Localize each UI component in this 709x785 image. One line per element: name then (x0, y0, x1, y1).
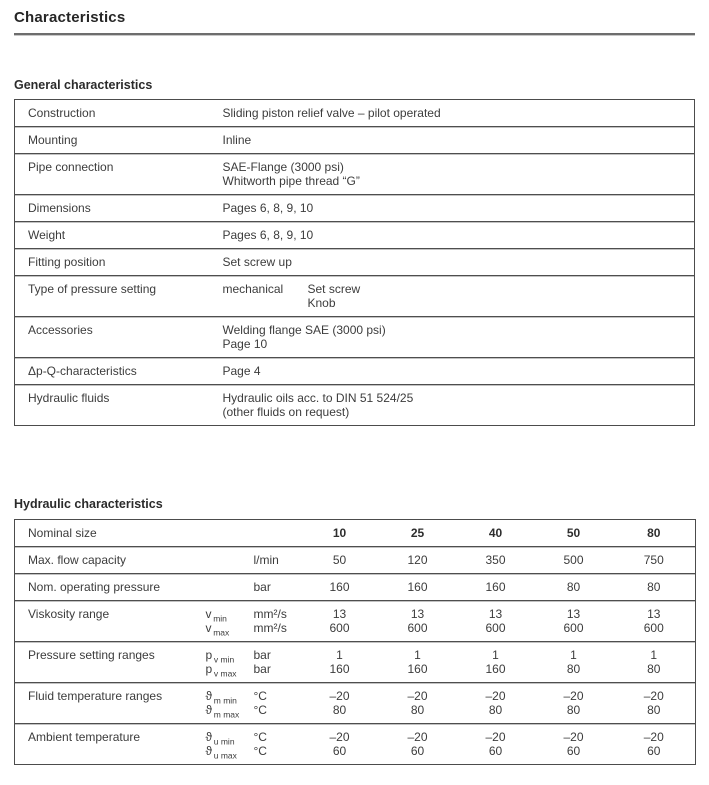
general-characteristics-heading: General characteristics (14, 78, 153, 92)
symbol-subscript: v min (212, 654, 235, 665)
value-cell (535, 724, 613, 765)
table-row (15, 276, 695, 317)
symbol-line: ϑ $_{m max}$ (205, 703, 240, 720)
value-cell (301, 574, 379, 601)
unit-line: °C (253, 730, 267, 744)
value-line: 600 (407, 621, 428, 635)
value-line: SAE-Flange (3000 psi) (222, 160, 344, 174)
table-row (15, 127, 695, 154)
unit-cell (254, 683, 301, 724)
value-cell (613, 574, 696, 601)
value-line: 160 (485, 580, 506, 594)
value-line: –20 (563, 689, 584, 703)
hydraulic-characteristics-heading: Hydraulic characteristics (14, 497, 163, 511)
row-label: Viskosity range (15, 601, 206, 642)
value-line: 80 (566, 703, 581, 717)
symbol-cell (206, 574, 254, 601)
value-line: 80 (410, 703, 425, 717)
unit-cell (254, 547, 301, 574)
value-line: 80 (647, 580, 661, 594)
split-value (223, 282, 687, 310)
symbol-cell (206, 601, 254, 642)
value-cell (379, 642, 457, 683)
value-line: 80 (566, 662, 581, 676)
value-cell (379, 724, 457, 765)
unit-line: l/min (253, 553, 279, 567)
value-cell (613, 683, 696, 724)
row-label: Fitting position (15, 249, 223, 276)
symbol-cell (206, 724, 254, 765)
row-value (223, 195, 695, 222)
value-cell (457, 642, 535, 683)
symbol-line: v $_{max}$ (205, 621, 230, 638)
value-cell (613, 642, 696, 683)
value-line: 13 (332, 607, 347, 621)
unit-line: bar (253, 648, 271, 662)
value-line: 1 (336, 648, 343, 662)
row-value (223, 317, 695, 358)
general-table-body (15, 100, 695, 426)
value-cell (379, 683, 457, 724)
value-line: 160 (485, 662, 506, 676)
value-line: 600 (563, 621, 584, 635)
symbol-subscript: u min (212, 736, 235, 747)
symbol-cell (206, 642, 254, 683)
value-line: 500 (563, 553, 584, 567)
value-cell (379, 547, 457, 574)
unit-cell (254, 642, 301, 683)
header-unit-spacer (254, 520, 301, 547)
symbol-subscript: u max (212, 750, 237, 761)
table-row (15, 358, 695, 385)
unit-cell (254, 724, 301, 765)
value-line: Page 4 (222, 364, 261, 378)
page-title: Characteristics (14, 9, 695, 35)
value-line: 13 (647, 607, 661, 621)
symbol-subscript: m min (212, 695, 237, 706)
nominal-size-value: 10 (332, 526, 347, 540)
value-line: Sliding piston relief valve – pilot operated (222, 106, 441, 120)
value-line: Whitworth pipe thread “G” (222, 174, 360, 188)
row-value (223, 100, 695, 127)
value-cell (613, 547, 696, 574)
row-value (223, 127, 695, 154)
value-line: 80 (647, 703, 661, 717)
value-line: Welding flange SAE (3000 psi) (222, 323, 386, 337)
symbol-subscript: max (211, 627, 230, 638)
table-row (15, 724, 696, 765)
unit-line: °C (253, 744, 267, 758)
value-cell (301, 683, 379, 724)
row-label: Dimensions (15, 195, 223, 222)
symbol-line: p $_{v max}$ (205, 662, 237, 679)
unit-cell (254, 574, 301, 601)
value-cell (301, 724, 379, 765)
symbol-cell (206, 547, 254, 574)
value-cell (613, 724, 696, 765)
value-cell (301, 642, 379, 683)
value-line: –20 (643, 730, 664, 744)
value-line: 600 (485, 621, 506, 635)
nominal-size-value: 25 (410, 526, 425, 540)
value-line: 80 (566, 580, 581, 594)
table-row (15, 154, 695, 195)
value-line: 50 (332, 553, 347, 567)
symbol-line: v $_{min}$ (205, 607, 227, 624)
symbol-cell (206, 683, 254, 724)
row-label: Ambient temperature (15, 724, 206, 765)
row-label: Pipe connection (15, 154, 223, 195)
split-value-left: mechanical (222, 282, 284, 296)
value-line: Set screw (307, 282, 361, 296)
value-line: Pages 6, 8, 9, 10 (222, 201, 314, 215)
value-line: 160 (329, 580, 350, 594)
value-line: 13 (488, 607, 503, 621)
split-value-right (308, 282, 361, 310)
value-line: Set screw up (222, 255, 292, 269)
value-cell (535, 601, 613, 642)
nominal-size-value: 40 (488, 526, 503, 540)
symbol-line (206, 553, 254, 567)
value-line: –20 (407, 730, 428, 744)
unit-line: °C (253, 689, 267, 703)
nominal-size-value: 80 (647, 526, 661, 540)
nominal-size-value: 50 (566, 526, 581, 540)
hydraulic-characteristics-table (14, 519, 696, 765)
value-line: Inline (222, 133, 252, 147)
value-line: 160 (407, 580, 428, 594)
value-line: 1 (414, 648, 421, 662)
value-cell (379, 574, 457, 601)
table-row (15, 642, 696, 683)
table-row (15, 601, 696, 642)
value-line: 350 (485, 553, 506, 567)
value-line: (other fluids on request) (222, 405, 350, 419)
value-line: 60 (647, 744, 661, 758)
value-line: 160 (407, 662, 428, 676)
value-line: Page 10 (222, 337, 268, 351)
general-characteristics-table (14, 99, 695, 426)
row-label: Hydraulic fluids (15, 385, 223, 426)
table-row (15, 222, 695, 249)
value-line: Knob (307, 296, 336, 310)
symbol-line: ϑ $_{u max}$ (205, 744, 237, 761)
value-cell (457, 601, 535, 642)
unit-line: bar (253, 662, 271, 676)
value-line: 80 (647, 662, 661, 676)
symbol-line (206, 580, 254, 594)
value-cell (535, 642, 613, 683)
unit-cell (254, 601, 301, 642)
symbol-line: p $_{v min}$ (205, 648, 235, 665)
row-label: Pressure setting ranges (15, 642, 206, 683)
value-cell (457, 547, 535, 574)
table-row (15, 195, 695, 222)
unit-line: bar (253, 580, 271, 594)
value-line: 160 (329, 662, 350, 676)
symbol-subscript: v max (212, 668, 237, 679)
value-line: –20 (407, 689, 428, 703)
value-line: 60 (488, 744, 503, 758)
row-label: Type of pressure setting (15, 276, 223, 317)
value-line: 80 (332, 703, 347, 717)
value-cell (457, 683, 535, 724)
value-line: 120 (407, 553, 428, 567)
header-label: Nominal size (28, 526, 97, 540)
value-line: 60 (410, 744, 425, 758)
datasheet-page (0, 9, 709, 765)
value-cell (457, 724, 535, 765)
value-line: 60 (566, 744, 581, 758)
unit-line: °C (253, 703, 267, 717)
row-value (223, 385, 695, 426)
row-value (223, 276, 695, 317)
table-row (15, 100, 695, 127)
row-label: Weight (15, 222, 223, 249)
value-line: Pages 6, 8, 9, 10 (222, 228, 314, 242)
value-cell (613, 601, 696, 642)
table-row (15, 385, 695, 426)
table-row (15, 574, 696, 601)
value-cell (301, 547, 379, 574)
value-line: –20 (563, 730, 584, 744)
value-cell (535, 683, 613, 724)
value-line: 750 (643, 553, 664, 567)
value-line: 80 (488, 703, 503, 717)
symbol-line: ϑ $_{m min}$ (205, 689, 237, 706)
symbol-subscript: min (211, 613, 227, 624)
value-cell (535, 547, 613, 574)
row-value (223, 249, 695, 276)
header-symbol-spacer (206, 520, 254, 547)
row-label: Construction (28, 106, 96, 120)
table-header-row (15, 520, 696, 547)
row-label: Mounting (15, 127, 223, 154)
row-value (223, 154, 695, 195)
unit-line: mm²/s (253, 621, 287, 635)
value-line: –20 (643, 689, 664, 703)
value-line: –20 (329, 730, 350, 744)
value-line: –20 (329, 689, 350, 703)
row-value (223, 358, 695, 385)
value-line: 60 (332, 744, 347, 758)
value-line: 600 (643, 621, 664, 635)
value-cell (379, 601, 457, 642)
value-line: 13 (410, 607, 425, 621)
row-label: Nom. operating pressure (15, 574, 206, 601)
value-cell (457, 574, 535, 601)
value-line: 1 (650, 648, 658, 662)
unit-line: mm²/s (253, 607, 287, 621)
value-line: 600 (329, 621, 350, 635)
row-label: Δp-Q-characteristics (15, 358, 223, 385)
row-label: Accessories (15, 317, 223, 358)
table-row (15, 683, 696, 724)
row-label: Max. flow capacity (15, 547, 206, 574)
value-line: –20 (485, 689, 506, 703)
value-line: Hydraulic oils acc. to DIN 51 524/25 (222, 391, 414, 405)
value-line: –20 (485, 730, 506, 744)
table-row (15, 317, 695, 358)
table-row (15, 547, 696, 574)
hydraulic-table-body (15, 520, 696, 765)
symbol-subscript: m max (212, 709, 240, 720)
value-line: 1 (570, 648, 577, 662)
value-cell (535, 574, 613, 601)
value-line: 1 (492, 648, 499, 662)
table-row (15, 249, 695, 276)
symbol-line: ϑ $_{u min}$ (205, 730, 235, 747)
row-label: Fluid temperature ranges (15, 683, 206, 724)
value-line: 13 (566, 607, 581, 621)
row-value (223, 222, 695, 249)
value-cell (301, 601, 379, 642)
